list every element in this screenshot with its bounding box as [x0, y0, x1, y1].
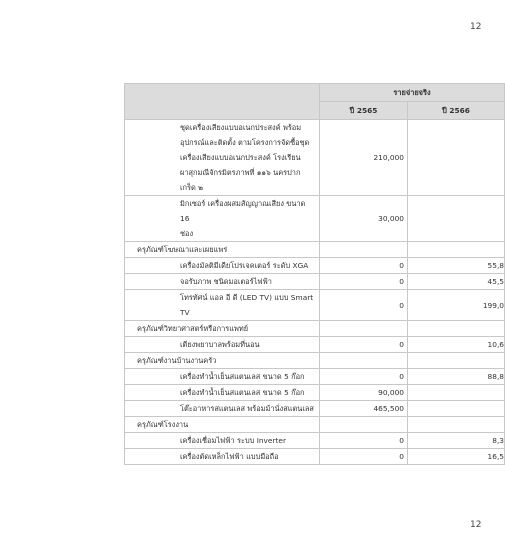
value-2566 [408, 242, 505, 258]
value-2566: 45,5 [408, 274, 505, 290]
item-description [125, 369, 320, 385]
description-line: ครุภัณฑ์โฆษณาและเผยแพร่ [137, 245, 228, 254]
value-2565: 0 [320, 290, 408, 321]
item-description [125, 274, 320, 290]
item-description [125, 337, 320, 353]
value-2565 [320, 417, 408, 433]
table-row [125, 369, 505, 385]
value-2566: 10,6 [408, 337, 505, 353]
item-description [125, 385, 320, 401]
value-2566 [408, 120, 505, 196]
value-2565: 0 [320, 258, 408, 274]
value-2566: 55,8 [408, 258, 505, 274]
value-2565 [320, 321, 408, 337]
table-row [125, 337, 505, 353]
value-2565: 0 [320, 337, 408, 353]
description-line: เครื่องมัลติมีเดียโปรเจคเตอร์ ระดับ XGA [180, 261, 309, 270]
category-row [125, 353, 505, 369]
category-label [125, 321, 320, 337]
item-description [125, 258, 320, 274]
value-2566 [408, 196, 505, 242]
description-line: ช่อง [180, 229, 194, 238]
value-2565 [320, 353, 408, 369]
value-2565: 30,000 [320, 196, 408, 242]
category-row [125, 242, 505, 258]
description-line: ครุภัณฑ์โรงงาน [137, 420, 189, 429]
value-2565: 0 [320, 449, 408, 465]
value-2566 [408, 321, 505, 337]
category-label [125, 242, 320, 258]
page-number-bottom: 12 [470, 520, 482, 530]
category-row [125, 417, 505, 433]
value-2566: 16,5 [408, 449, 505, 465]
description-line: อุปกรณ์และติดตั้ง ตามโครงการจัดซื้อชุด [180, 138, 310, 147]
value-2566 [408, 353, 505, 369]
value-2566 [408, 385, 505, 401]
table-row [125, 274, 505, 290]
description-line: เกร็ด ๒ [180, 183, 203, 192]
item-description [125, 196, 320, 242]
description-line: เครื่องทำน้ำเย็นสแตนเลส ขนาด 5 ก๊อก [180, 388, 305, 397]
description-header [125, 84, 320, 120]
table-row [125, 290, 505, 321]
description-line: ชุดเครื่องเสียงแบบอเนกประสงค์ พร้อม [180, 123, 302, 132]
actual-expense-header: รายจ่ายจริง [320, 84, 505, 102]
item-description [125, 120, 320, 196]
description-line: ครุภัณฑ์งานบ้านงานครัว [137, 356, 217, 365]
category-label [125, 417, 320, 433]
value-2566 [408, 417, 505, 433]
year-2566-header: ปี 2566 [408, 102, 505, 120]
value-2565: 0 [320, 369, 408, 385]
item-description [125, 449, 320, 465]
page-number-top: 12 [470, 22, 482, 32]
table-row [125, 258, 505, 274]
value-2565: 90,000 [320, 385, 408, 401]
description-line: โต๊ะอาหารสแตนเลส พร้อมม้านั่งสแตนเลส [180, 404, 314, 413]
description-line: เครื่องทำน้ำเย็นสแตนเลส ขนาด 5 ก๊อก [180, 372, 305, 381]
budget-table [124, 83, 505, 465]
year-2565-header: ปี 2565 [320, 102, 408, 120]
table-row [125, 385, 505, 401]
item-description [125, 290, 320, 321]
value-2566: 8,3 [408, 433, 505, 449]
description-line: TV [180, 308, 190, 317]
table-row [125, 196, 505, 242]
item-description [125, 401, 320, 417]
table-row [125, 449, 505, 465]
description-line: เครื่องตัดเหล็กไฟฟ้า แบบมือถือ [180, 452, 279, 461]
description-line: เครื่องเสียงแบบอเนกประสงค์ โรงเรียน [180, 153, 301, 162]
value-2566: 88,8 [408, 369, 505, 385]
description-line: ผาสุกมณีจักรมิตรภาพที่ ๑๑๖ นครปาก [180, 168, 301, 177]
table-row [125, 433, 505, 449]
value-2565 [320, 242, 408, 258]
item-description [125, 433, 320, 449]
category-label [125, 353, 320, 369]
description-line: จอรับภาพ ชนิดมอเตอร์ไฟฟ้า [180, 277, 272, 286]
description-line: โทรทัศน์ แอล อี ดี (LED TV) แบบ Smart [180, 293, 314, 302]
table-row [125, 401, 505, 417]
description-line: เตียงพยาบาลพร้อมที่นอน [180, 340, 260, 349]
description-line: ครุภัณฑ์วิทยาศาสตร์หรือการแพทย์ [137, 324, 249, 333]
value-2565: 0 [320, 274, 408, 290]
value-2565: 465,500 [320, 401, 408, 417]
table-row [125, 120, 505, 196]
description-line: เครื่องเชื่อมไฟฟ้า ระบบ Inverter [180, 436, 286, 445]
category-row [125, 321, 505, 337]
value-2565: 210,000 [320, 120, 408, 196]
description-line: มิกเซอร์ เครื่องผสมสัญญาณเสียง ขนาด 16 [180, 199, 306, 223]
value-2566: 199,0 [408, 290, 505, 321]
value-2565: 0 [320, 433, 408, 449]
value-2566 [408, 401, 505, 417]
